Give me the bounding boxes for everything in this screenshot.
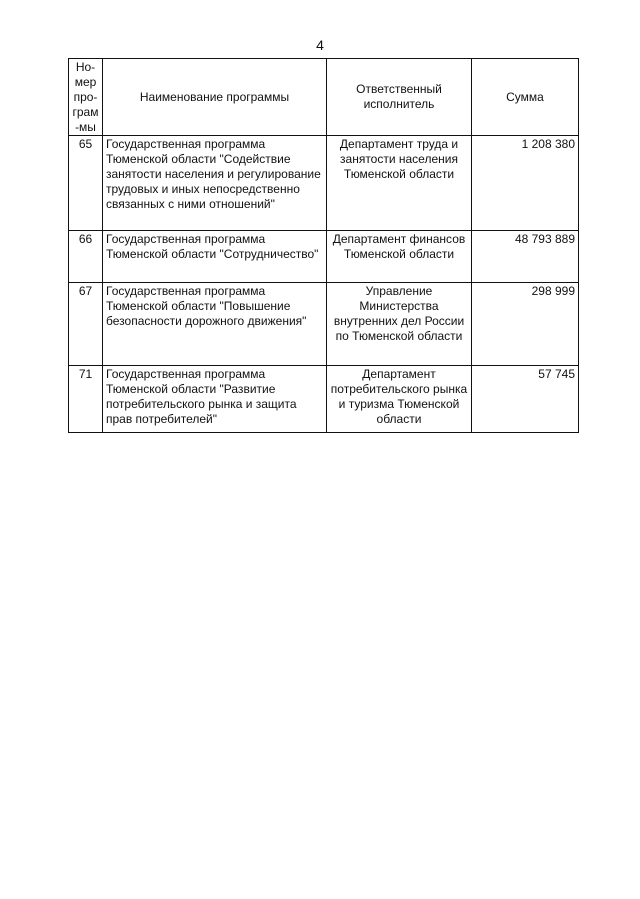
program-name-cell: Государственная программа Тюменской области "Развитие потребительского рынка и защита прав потребителей" [103, 366, 327, 433]
table-row [69, 136, 579, 231]
header-number-line: Но- [75, 59, 96, 74]
sum-cell: 298 999 [472, 283, 579, 366]
header-program-number [69, 59, 103, 136]
programs-table [68, 58, 579, 433]
table-header-row [69, 59, 579, 136]
page-number: 4 [316, 37, 324, 53]
executor-cell: Департамент финансов Тюменской области [327, 231, 472, 283]
header-number-line: -мы [75, 119, 96, 134]
table-row [69, 231, 579, 283]
program-number-cell: 71 [69, 366, 103, 433]
program-name-cell: Государственная программа Тюменской области "Повышение безопасности дорожного движения" [103, 283, 327, 366]
sum-cell: 57 745 [472, 366, 579, 433]
header-responsible-executor: Ответственный исполнитель [327, 59, 472, 136]
program-name-cell: Государственная программа Тюменской области "Сотрудничество" [103, 231, 327, 283]
sum-cell: 1 208 380 [472, 136, 579, 231]
executor-cell: Департамент потребительского рынка и туризма Тюменской области [327, 366, 472, 433]
executor-cell: Управление Министерства внутренних дел России по Тюменской области [327, 283, 472, 366]
header-program-name: Наименование программы [103, 59, 327, 136]
program-number-cell: 65 [69, 136, 103, 231]
executor-cell: Департамент труда и занятости населения Тюменской области [327, 136, 472, 231]
header-number-line: мер [74, 74, 97, 89]
program-number-cell: 66 [69, 231, 103, 283]
header-number-line: про- [73, 89, 98, 104]
table-row [69, 366, 579, 433]
header-sum: Сумма [472, 59, 579, 136]
header-number-line: грам [72, 104, 99, 119]
program-number-cell: 67 [69, 283, 103, 366]
sum-cell: 48 793 889 [472, 231, 579, 283]
table-row [69, 283, 579, 366]
program-name-cell: Государственная программа Тюменской области "Содействие занятости населения и регулирование трудовых и иных непосредственно связанных с ними отношений" [103, 136, 327, 231]
